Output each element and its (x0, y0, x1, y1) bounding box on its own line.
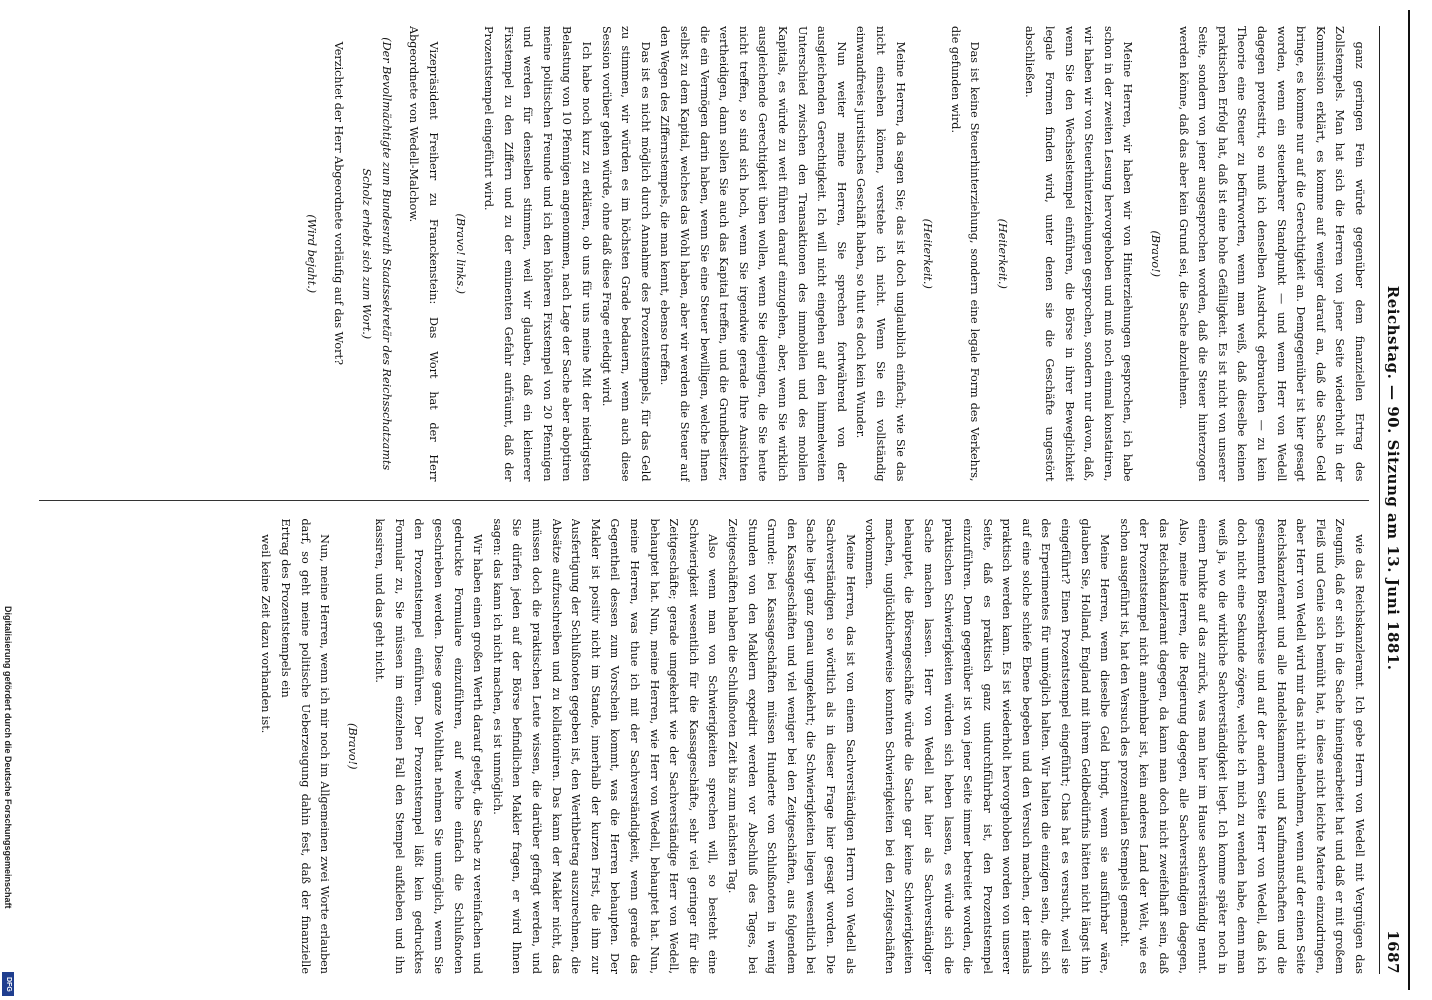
paragraph: Ich habe noch kurz zu erklären, ob uns für uns meine Mit der niedrigsten Belastung von 10 Pfennigen angenommen, nach Lage der Sache aber aboptiren meine politischen Freunde und ich den höheren Fixstempel von 20 Pfennigen und werden für denselben stimmen, weil wir glauben, daß ein kleinerer Fixstempel zu den Ziffern und zu der eminenten Gefahr aufräumt, daß der Prozentstempel eingeführt wird. (482, 26, 594, 482)
paragraph: Nun, meine Herren, wenn ich mir noch im Allgemeinen zwei Worte erlauben darf, so geht meine politische Ueberzeugung dahin fest, daß der finanzielle Ertrag des Prozentstempels ein (278, 518, 332, 974)
paragraph: Also wenn man von Schwierigkeiten sprechen will, so besteht eine Schwierigkeit wesentlich für die Kassageschäfte, sehr viel geringer für die Zeitgeschäfte; gerade umgekehrt wie der Sachverständige Herr von Wedell, behauptet hat. Nun, meine Herren, wie Herr von Wedell, behauptet hat. Nun, meine Herren, was thue ich mit der Sachverständigkeit, wenn gerade das Gegentheil dessen zum Vorschein kommt, was die Herren behaupten. Der Makler ist positiv nicht im Stande, innerhalb der kurzen Frist, die ihm zur Ausfertigung der Schlußnoten gegeben ist, den Werthbetrag auszurechnen, die Absätze aufzuschreiben und zu kollationiren. Das kann der Makler nicht, das müssen doch die praktischen Leute wissen, die darüber gefragt werden, und Sie dürfen jeden auf der Börse befindlichen Makler fragen, er wird Ihnen sagen: das kann ich nicht machen, es ist unmöglich. (490, 518, 720, 974)
left-column (39, 26, 1369, 482)
right-column (39, 519, 1369, 975)
paragraph: Das ist keine Steuerhinterziehung, sondern eine legale Form des Verkehrs, die gefunden wird. (948, 26, 982, 482)
paragraph: Nun weiter meine Herren, Sie sprechen fortwährend von der ausgleichenden Gerechtigkeit. Ich will nicht eingehen auf den himmelweiten Unterschied zwischen den Transaktionen des immobilen und des mobilen Kapitals, es würde zu weit führen darauf einzugehen, aber, wenn Sie wirklich ausgleichende Gerechtigkeit üben wollen, wenn Sie diejenigen, die Sie heute nicht treffen, so sind sich hoch, wenn Sie irgendwie gerade Ihre Ansichten vertheidigen, dann sollen Sie auch das Kapital treffen, und die Grundbesitzer, die ein Vermögen darin haben, wenn Sie eine Steuer bewilligen, welche Ihnen selbst zu dem Kapital, welches das Wohl haben, aber wir werden die Steuer auf den Wegen des Ziffernstempels, die man kennt, ebenso treffen. (658, 26, 848, 482)
digitization-note: Digitalisierung gefördert durch die Deutsche Forschungsgemeinschaft (3, 606, 13, 909)
paragraph: (Wird bejaht.) (304, 214, 318, 294)
paragraph: (Bravo!) (1149, 230, 1163, 278)
paragraph: Meine Herren, da sagen Sie; das ist doch unglaublich einfach; wie Sie das nicht einsehen können, verstehe ich nicht. Wenn Sie ein vollständig einwandfreies juristisches Geschäft haben, so thut es doch kein Wunder. (854, 26, 907, 482)
paragraph: Verzichtet der Herr Abgeordnete vorläufig auf das Wort? (332, 41, 346, 365)
paragraph: (Bravo! links.) (454, 213, 468, 294)
text-columns (39, 26, 1369, 974)
paragraph: (Heiterkeit.) (995, 218, 1009, 289)
paragraph: wie das Reichskanzleramt. Ich gebe Herrn von Wedell mit Vergnügen das Zeugniß, daß er sich in die Sache hineingearbeitet hat und daß er mit großem Fleiß und Genie sich bemüht hat, in diese nicht leichte Materie einzudringen, aber Herr von Wedell wird mir das nicht übelnehmen, wenn auf der einen Seite Reichskanzleramt und alle Handelskammern und Kaufmannschaften und die gesammten Börsenkreise und auf der andern Seite Herr von Wedell, daß ich doch nicht eine Sekunde zögere, welche ich mich zu wenden habe, denn man weiß ja, wo die wirkliche Sachverständigkeit liegt. Ich komme später noch in einem Punkte auf das zurück, was man hier im Hause sachverständig nennt. Also, meine Herren, die Regierung dagegen, alle Sachverständigen dagegen, das Reichskanzleramt dagegen, da kann man doch nicht zweifelhaft sein, daß der Prozentstempel nicht annehmbar ist, kein anderes Land der Welt, wie es schon ausgeführt ist, hat den Versuch des prozentualen Stempels gemacht. (1117, 518, 1366, 974)
paragraph: Meine Herren, das ist von einem Sachverständigen Herrn von Wedell als Sachverständigen so wörtlich als in dieser Frage hier gesagt worden. Die Sache liegt ganz genau umgekehrt; die Schwierigkeiten liegen wesentlich bei den Kassageschäften und viel weniger bei den Zeitgeschäften, aus folgendem Grunde: bei Kassageschäften müssen Hunderte von Schlußnoten in wenig Stunden von den Maklern expedirt werden vor Abschluß des Tages, bei Zeitgeschäften haben die Schlußnoten Zeit bis zum nächsten Tag. (726, 518, 857, 974)
paragraph: Meine Herren, wir haben wir von Hinterziehungen gesprochen, ich habe schon in der zweiten Lesung hervorgehoben und muß noch einmal konstatiren, wir haben wir von Steuerhinterziehungen gesprochen, sondern nur davon, daß, wenn Sie den Wechselstempel einführen, die Börse in ihrer Beweglichkeit legale Formen finden wird, unter denen sie die Geschäfte ungestört abschließen. (1023, 26, 1135, 482)
running-header (1379, 26, 1402, 974)
page-number: 1687 (1384, 930, 1402, 974)
column-divider (39, 500, 1369, 501)
paragraph: weil keine Zeit dazu vorhanden ist. (259, 534, 273, 734)
paragraph: Meine Herren, wenn dieselbe Geld bringt, wenn sie ausführbar wäre, glauben Sie, Holland, England mit ihrem Geldbedürfnis hätten nicht längst ihn eingeführt? Einen Prozentstempel eingeführt; Chas hat es versucht, weil sie des Erperimentes für unmöglich halten. Wir halten die einzigen sein, die sich auf eine solche schiefe Ebene begeben und den Versuch machen, der niemals praktisch werden kann. Es ist wiederholt hervorgehoben worden von unserer Seite, daß es praktisch ganz undurchführbar ist, den Prozentstempel einzuführen. Denn gegenüber ist von jener Seite immer betreitet worden, die praktischen Schwierigkeiten würden sich heben lassen, es würde sich die Sache machen lassen. Herr von Wedell hat hier als Sachverständiger behauptet, die Börsengeschäfte würde die Sache gar keine Schwierigkeiten machen, unglücklicherweise konnten Schwierigkeiten bei den Zeitgeschäften vorkommen. (863, 518, 1112, 974)
paragraph: Das ist es nicht möglich durch Annahme des Prozentstempels, für das Geld zu stimmen, wir würden es im höchsten Grade bedauern, wenn auch diese Session vorüber gehen würde, ohne daß diese Frage erledigt wird. (599, 26, 652, 482)
header-title: Reichstag. — 90. Sitzung am 13. Juni 1881. (1384, 285, 1402, 671)
paragraph: ganz geringen Fein würde gegenüber dem finanziellen Ertrag des Zollstempels. Man hat sich die Herren von jener Seite wiederholt in der Kommission erklärt, es komme auf weniger darauf an, daß die Sache Geld bringe, es komme nur auf die Gerechtigkeit an. Demgegenüber ist hier gesagt worden, wenn ein steuerbarer Standpunkt — und wenn Herr von Wedell dagegen protestirt, so muß ich denselben Ausdruck gebrauchen — zu kein Theorie eine Steuer zu befürworten, wenn man weiß, daß dieselbe keinen praktischen Erfolg hat, daß ist eine hohe Gefälligkeit. Es ist nicht von unserer Seite, sondern von jener ausgesprochen worden, daß die Steuer hinterzogen werden könne, daß das aber kein Grund sei, die Sache abzulehnen. (1176, 26, 1366, 482)
paragraph: (Der Bevollmächtigte zum Bundesrath Staatssekretär des Reichsschatzamts Scholz erhebt sich zum Wort.) (360, 37, 393, 471)
page-edge-line (1408, 10, 1410, 990)
dfg-logo: DFG (2, 972, 14, 996)
paragraph: (Bravo!) (345, 722, 359, 770)
paragraph: (Heiterkeit.) (921, 218, 935, 289)
paragraph: Vizepräsident Freiherr zu Franckenstein: Das Wort hat der Herr Abgeordnete von Wedell-Malchow. (407, 26, 440, 482)
paragraph: Wir haben einen großen Werth darauf gelegt, die Sache zu vereinfachen und gedruckte Formulare einzuführen, auf welche einfach die Schlußnoten geschrieben werden. Diese ganze Wohlthat nehmen Sie unmöglich, wenn Sie den Prozentstempel einführen. Der Prozentstempel läßt kein gedrucktes Formular zu, Sie müssen im einzelnen Fall den Stempel aufkleben und ihn kassiren, und das geht nicht. (373, 518, 485, 974)
